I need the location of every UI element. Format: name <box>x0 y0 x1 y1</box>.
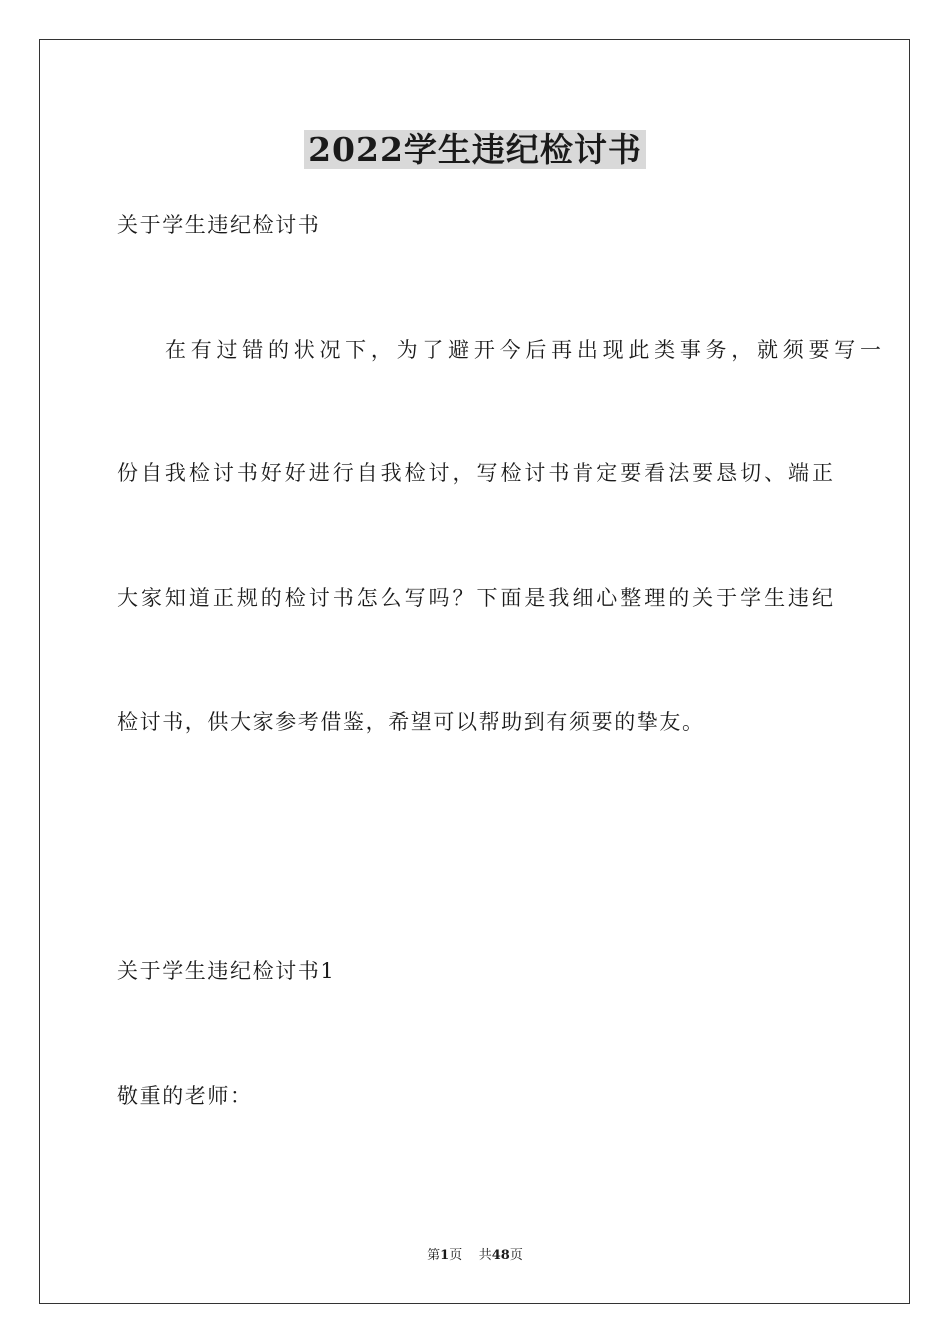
document-subtitle: 关于学生违纪检讨书 <box>117 213 321 237</box>
footer-page-prefix: 第 <box>427 1248 441 1263</box>
footer-page-number: 1 <box>440 1248 450 1263</box>
document-title-text: 2022学生违纪检讨书 <box>304 130 646 169</box>
intro-line-1: 在有过错的状况下，为了避开今后再出现此类事务，就须要写一 <box>165 338 881 362</box>
section-heading: 关于学生违纪检讨书1 <box>117 959 336 983</box>
intro-line-2: 份自我检讨书好好进行自我检讨，写检讨书肯定要看法要恳切、端正 <box>117 461 833 485</box>
footer-total-suffix: 页 <box>509 1248 523 1263</box>
page-footer <box>0 1246 950 1266</box>
intro-line-4: 检讨书，供大家参考借鉴，希望可以帮助到有须要的挚友。 <box>117 710 705 734</box>
footer-total-pages: 48 <box>491 1248 510 1263</box>
intro-line-3: 大家知道正规的检讨书怎么写吗？下面是我细心整理的关于学生违纪 <box>117 586 833 610</box>
salutation: 敬重的老师： <box>117 1084 253 1108</box>
footer-total-prefix: 共 <box>478 1248 492 1263</box>
footer-page-suffix: 页 <box>449 1248 463 1263</box>
document-title <box>0 124 950 176</box>
